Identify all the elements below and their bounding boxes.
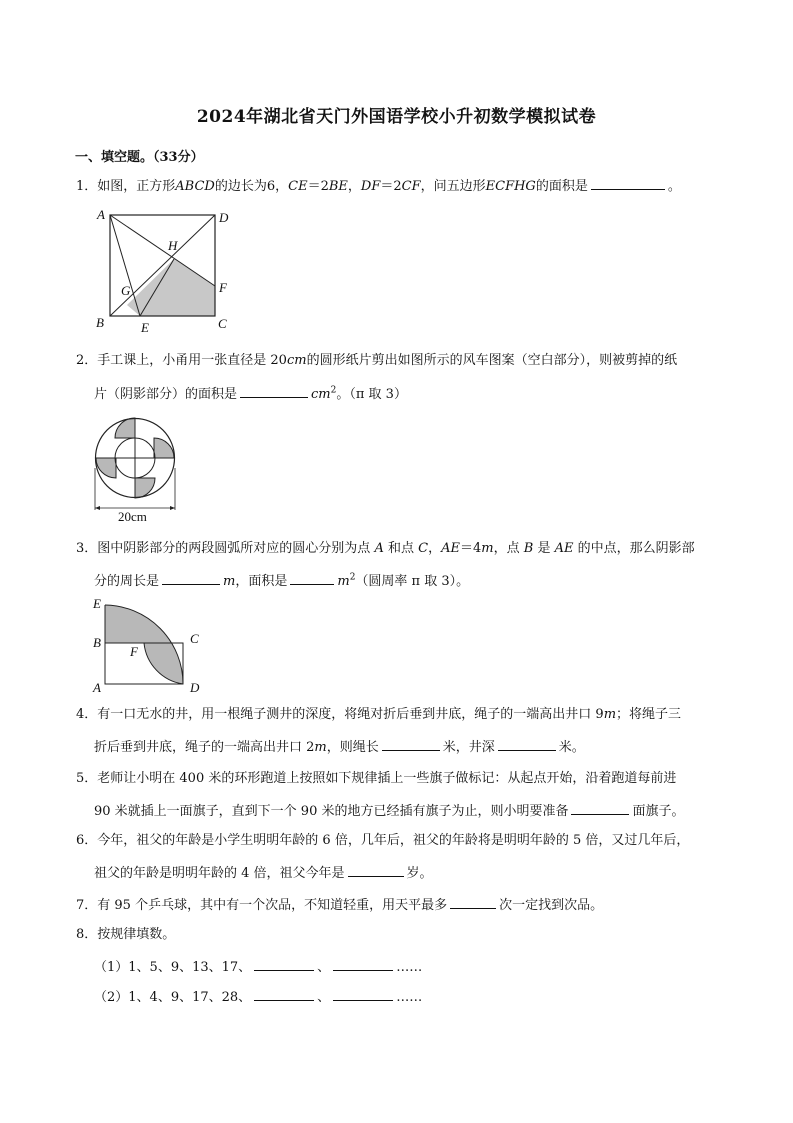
answer-blank[interactable] [348, 862, 404, 877]
answer-blank[interactable] [162, 570, 220, 585]
answer-blank[interactable] [498, 736, 556, 751]
question-6-line-1: 6．今年，祖父的年龄是小学生明明年龄的 6 倍，几年后，祖父的年龄将是明明年龄的 5 倍，又过几年后， [76, 833, 690, 848]
square-figure [92, 206, 237, 336]
label-h: H [168, 238, 178, 253]
question-8: 8．按规律填数。 [76, 927, 176, 942]
label-e: E [93, 596, 101, 611]
shade-top-left [115, 418, 135, 438]
page-title: 2024年湖北省天门外国语学校小升初数学模拟试卷 [196, 107, 597, 127]
question-8-sub-1: （1）1、5、9、13、17、 、 …… [94, 956, 422, 977]
question-7: 7．有 95 个乒乓球，其中有一个次品，不知道轻重，用天平最多 次一定找到次品。 [76, 894, 603, 915]
answer-blank[interactable] [382, 736, 440, 751]
question-4-line-1: 4．有一口无水的井，用一根绳子测井的深度，将绳对折后垂到井底，绳子的一端高出井口 9m；将绳子三 [76, 707, 682, 722]
answer-blank[interactable] [240, 383, 308, 398]
label-d: D [190, 680, 200, 695]
question-1: 1．如图，正方形ABCD的边长为6，CE＝2BE，DF＝2CF，问五边形ECFHG的面积是 。 [76, 175, 681, 196]
answer-blank[interactable] [254, 986, 314, 1001]
label-f: F [219, 280, 227, 295]
label-d: D [219, 210, 229, 225]
shade-bottom-right [135, 478, 155, 498]
diameter-label: 20cm [118, 509, 147, 524]
answer-blank[interactable] [591, 175, 665, 190]
label-c: C [218, 316, 227, 331]
label-f: F [130, 644, 138, 659]
question-2-line-1: 2．手工课上，小甬用一张直径是 20cm的圆形纸片剪出如图所示的风车图案（空白部分），则被剪掉的纸 [76, 353, 678, 368]
question-3-line-2: 分的周长是 m，面积是 $m^2$（圆周率 π 取 3）。 [94, 570, 469, 591]
answer-blank[interactable] [571, 800, 629, 815]
segment-ae [110, 215, 140, 316]
answer-blank[interactable] [254, 956, 314, 971]
label-g: G [121, 283, 131, 298]
question-5-line-1: 5．老师让小明在 400 米的环形跑道上按照如下规律插上一些旗子做标记：从起点开始，沿着跑道每前进 [76, 771, 677, 786]
label-a: A [97, 207, 105, 222]
question-3-line-1: 3．图中阴影部分的两段圆弧所对应的圆心分别为点 A 和点 C，AE＝4m，点 B 是 AE 的中点，那么阴影部 [76, 541, 695, 556]
label-e: E [141, 320, 149, 335]
pinwheel-figure [90, 412, 185, 527]
question-8-sub-2: （2）1、4、9、17、28、 、 …… [94, 986, 422, 1007]
label-b: B [93, 635, 101, 650]
question-2-line-2: 片（阴影部分）的面积是 $cm^2$。（π 取 3） [94, 383, 407, 404]
answer-blank[interactable] [290, 570, 334, 585]
arc-figure [90, 595, 210, 697]
answer-blank[interactable] [333, 956, 393, 971]
label-b: B [96, 315, 104, 330]
answer-blank[interactable] [450, 894, 496, 909]
question-4-line-2: 折后垂到井底，绳子的一端高出井口 2m，则绳长 米，井深 米。 [94, 736, 585, 757]
label-c: C [190, 631, 199, 646]
label-a: A [93, 680, 101, 695]
question-5-line-2: 90 米就插上一面旗子，直到下一个 90 米的地方已经插有旗子为止，则小明要准备 面旗子。 [94, 800, 685, 821]
section-heading: 一、填空题。（33分） [75, 150, 204, 165]
question-6-line-2: 祖父的年龄是明明年龄的 4 倍，祖父今年是 岁。 [94, 862, 433, 883]
answer-blank[interactable] [333, 986, 393, 1001]
